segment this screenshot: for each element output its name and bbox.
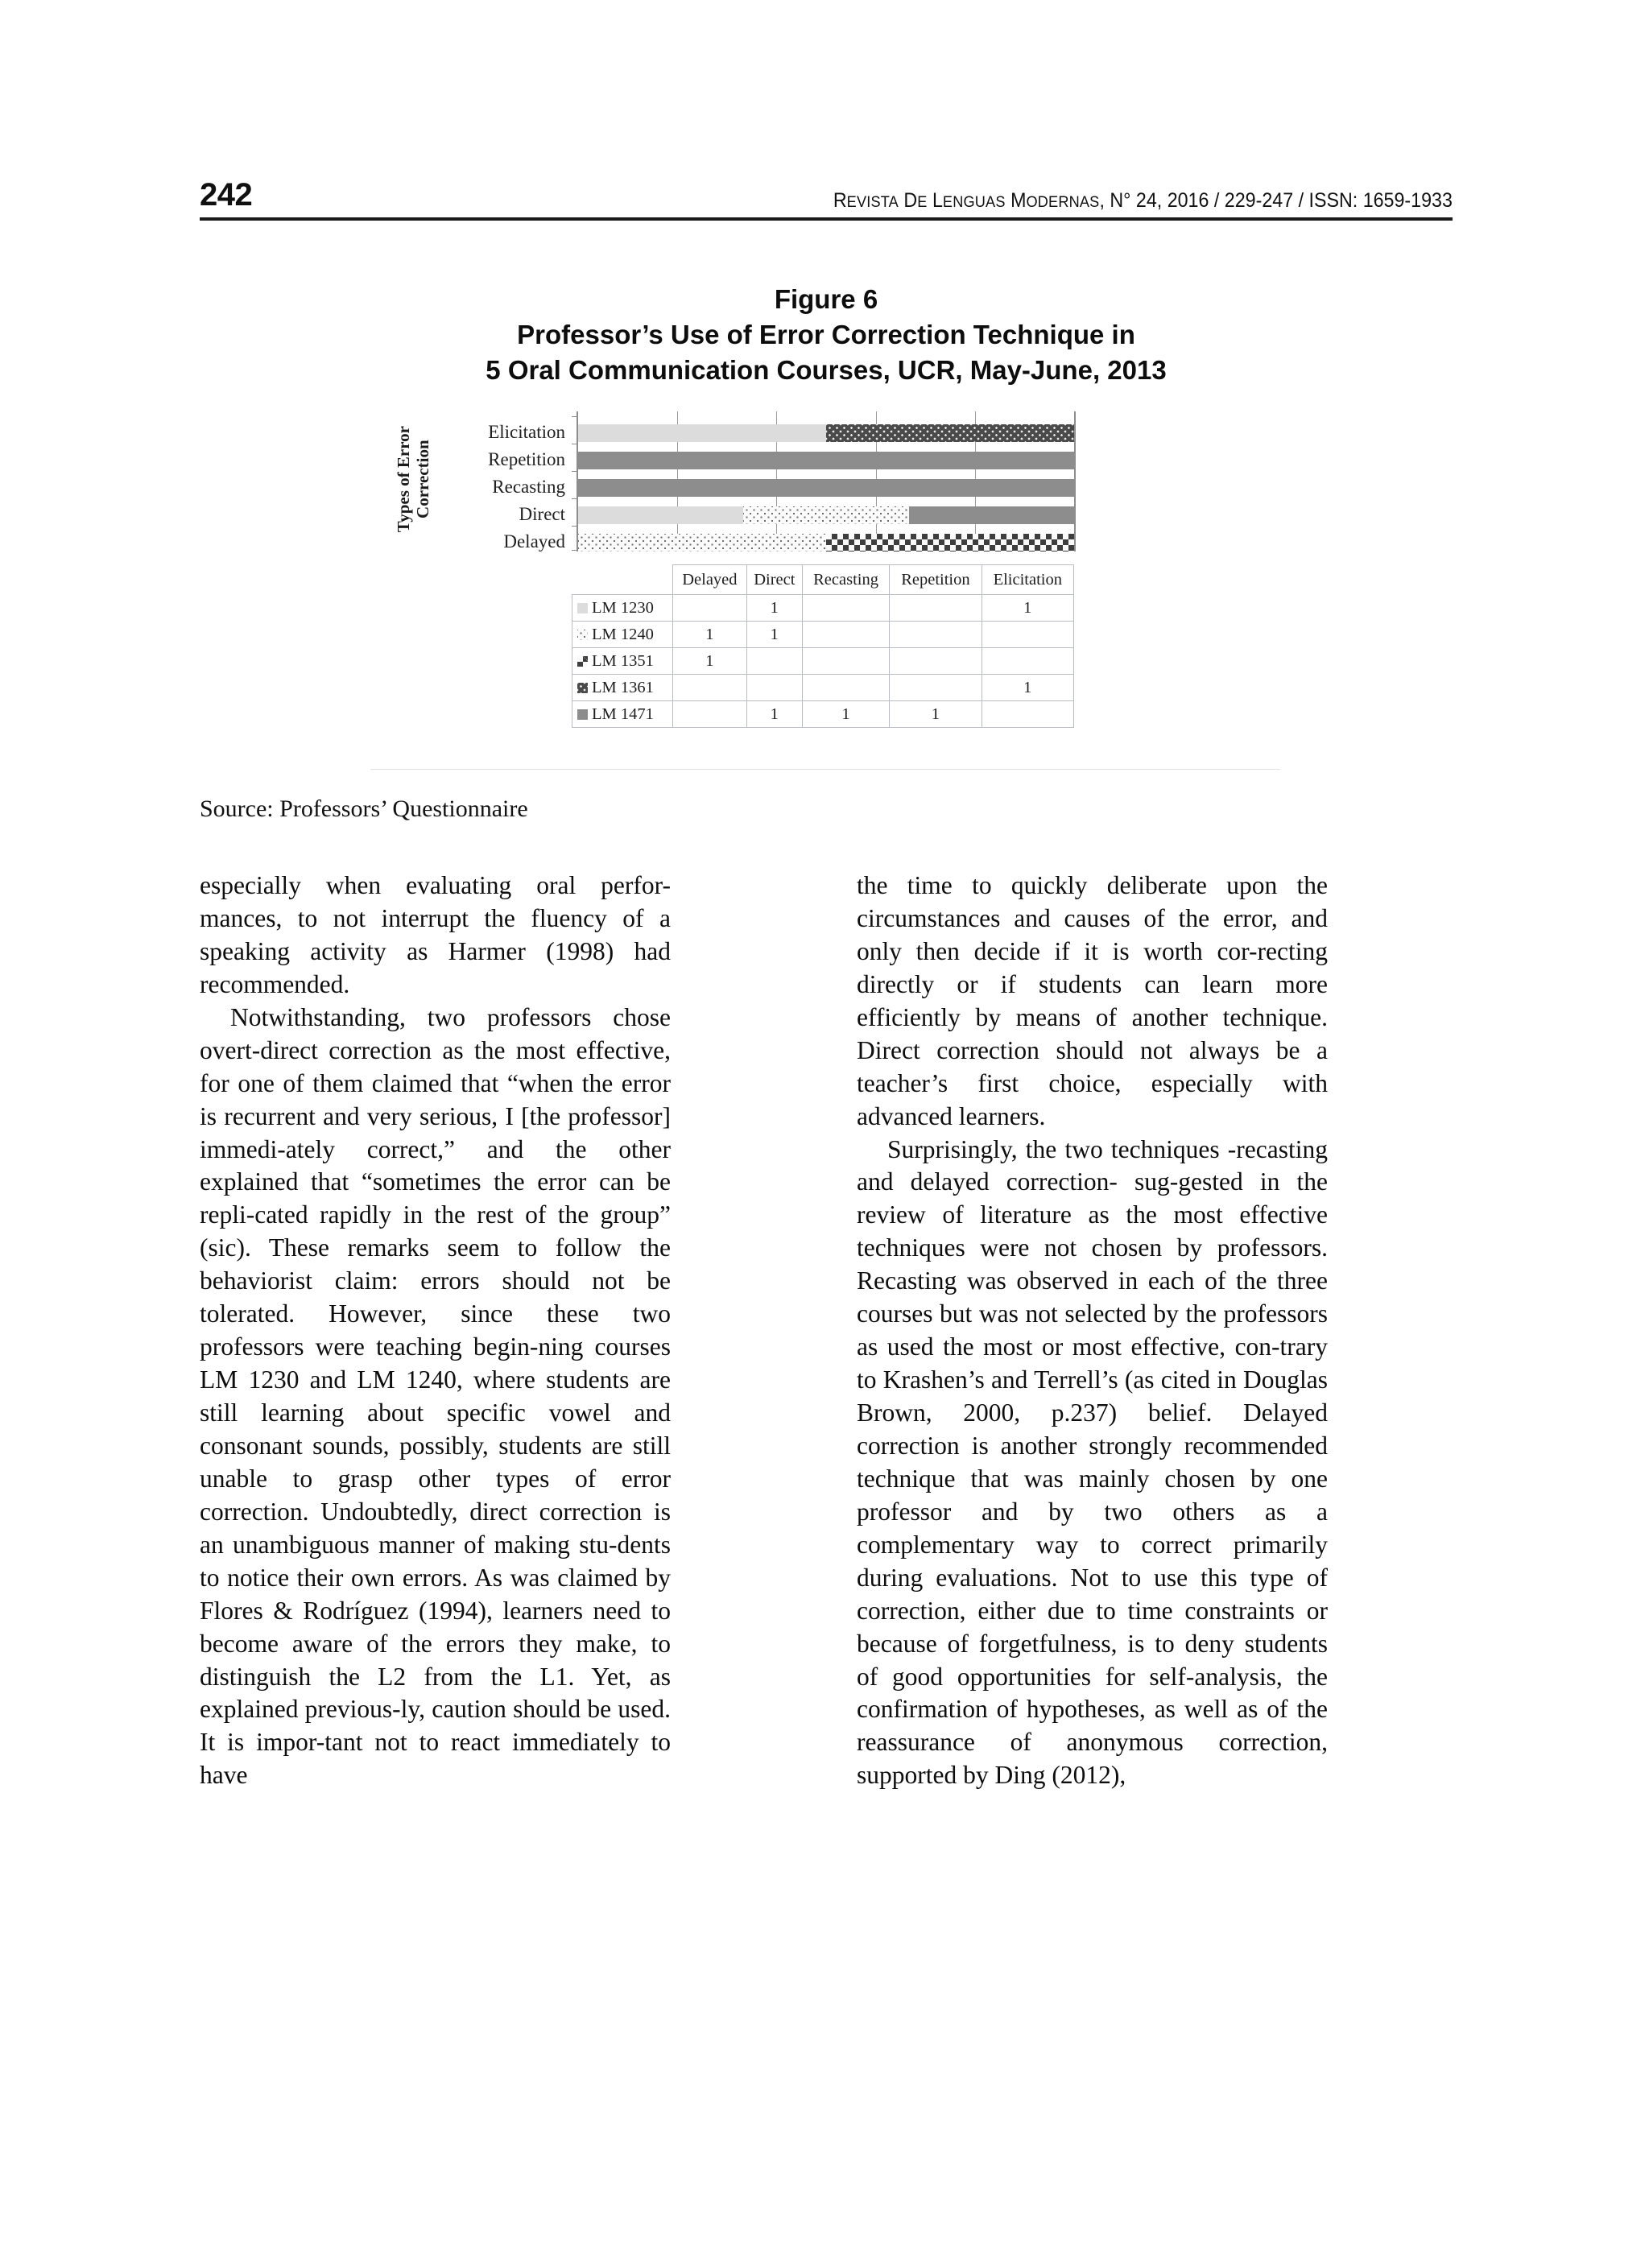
figure-6 <box>370 407 1280 761</box>
cell-lm1240-direct: 1 <box>746 622 802 648</box>
journal-issue-info: , N° 24, 2016 / 229-247 / ISSN: 1659-1933 <box>1099 189 1453 212</box>
journal-name-rest: EVISTA <box>846 193 899 211</box>
axis-tick-5 <box>572 526 578 527</box>
paragraph-left-1: especially when evaluating oral perfor-mances, to not interrupt the fluency of a speaking activity as Harmer (1998) had recommended. <box>200 871 671 998</box>
legend-label-lm1471: LM 1471 <box>592 704 654 723</box>
cell-lm1361-delayed <box>673 675 747 701</box>
figure-data-table <box>572 564 1074 728</box>
cell-lm1230-elicitation: 1 <box>982 595 1073 622</box>
legend-swatch-icon-lm1471 <box>577 709 588 720</box>
legend-row-lm1471 <box>572 701 673 728</box>
cell-lm1361-direct <box>746 675 802 701</box>
legend-swatch-icon-lm1230 <box>577 603 588 613</box>
bar-segment-direct-lm1240 <box>743 506 908 524</box>
bar-segment-delayed-lm1351 <box>826 534 1074 552</box>
cell-lm1361-elicitation: 1 <box>982 675 1073 701</box>
running-head <box>200 179 1453 211</box>
legend-label-lm1230: LM 1230 <box>592 598 654 617</box>
y-axis-category-labels <box>443 407 572 556</box>
axis-tick-6 <box>572 550 578 551</box>
cell-lm1230-recasting <box>802 595 889 622</box>
cell-lm1361-recasting <box>802 675 889 701</box>
journal-citation-line: REVISTA DE LENGUAS MODERNAS, N° 24, 2016 / 229-247 / ISSN: 1659-1933 <box>833 189 1453 212</box>
cell-lm1351-direct <box>746 648 802 675</box>
column-header-recasting: Recasting <box>802 565 889 595</box>
column-header-delayed: Delayed <box>673 565 747 595</box>
cell-lm1240-repetition <box>890 622 982 648</box>
journal-name-smallcaps: R <box>833 189 847 212</box>
column-header-elicitation: Elicitation <box>982 565 1073 595</box>
cell-lm1230-repetition <box>890 595 982 622</box>
axis-tick-1 <box>572 416 578 417</box>
paragraph-right-2: Surprisingly, the two techniques -recasting and delayed correction- sug-gested in the review of literature as the most effective techniques were not chosen by professors. Recasting was observed in each of the three courses but was not selected by the professors as used the most or most effective, con-trary to Krashen’s and Terrell’s (as cited in Douglas Brown, 2000, p.237) belief. Delayed correction is another strongly recommended technique that was mainly chosen by one professor and by two others as a complementary way to correct primarily during evaluations. Not to use this type of correction, either due to time constraints or because of forgetfulness, is to deny students of good opportunities for self-analysis, the confirmation of hypotheses, as well as of the reassurance of anonymous correction, supported by Ding (2012), <box>857 1134 1328 1790</box>
legend-row-lm1351 <box>572 648 673 675</box>
table-row <box>572 595 1074 622</box>
y-axis-title-line2: Correction <box>413 440 432 519</box>
cell-lm1471-direct: 1 <box>746 701 802 728</box>
bar-delayed <box>578 534 1074 552</box>
table-row <box>572 622 1074 648</box>
cell-lm1471-repetition: 1 <box>890 701 982 728</box>
cell-lm1471-recasting: 1 <box>802 701 889 728</box>
cell-lm1361-repetition <box>890 675 982 701</box>
bar-segment-repetition-lm1471 <box>578 452 1074 469</box>
table-row <box>572 675 1074 701</box>
legend-label-lm1361: LM 1361 <box>592 678 654 696</box>
page-number: 242 <box>200 177 253 213</box>
cat-label-delayed: Delayed <box>503 531 565 552</box>
figure-bottom-rule <box>370 769 1280 770</box>
axis-tick-3 <box>572 471 578 472</box>
header-rule <box>200 217 1453 221</box>
bar-direct <box>578 506 1074 524</box>
legend-label-lm1351: LM 1351 <box>592 651 654 670</box>
cell-lm1351-repetition <box>890 648 982 675</box>
bar-recasting <box>578 479 1074 497</box>
figure-title-line2: 5 Oral Communication Courses, UCR, May-June, 2013 <box>486 354 1167 385</box>
cat-label-repetition: Repetition <box>488 449 565 469</box>
table-header-row <box>572 565 1074 595</box>
cell-lm1240-elicitation <box>982 622 1073 648</box>
cell-lm1240-recasting <box>802 622 889 648</box>
paragraph-right-1: the time to quickly deliberate upon the circumstances and causes of the error, and only then decide if it is worth cor-recting directly or if students can learn more efficiently by means of another technique. Direct correction should not always be a teacher’s first choice, especially with advanced learners. <box>857 871 1328 1130</box>
cell-lm1230-delayed <box>673 595 747 622</box>
legend-swatch-icon-lm1361 <box>577 683 588 693</box>
cell-lm1351-recasting <box>802 648 889 675</box>
table-corner-cell <box>572 565 673 595</box>
legend-row-lm1240 <box>572 622 673 648</box>
journal-de: D <box>903 189 918 212</box>
bar-segment-direct-lm1471 <box>909 506 1074 524</box>
cat-label-recasting: Recasting <box>492 477 565 497</box>
journal-lenguas: L <box>932 189 944 212</box>
table-row <box>572 701 1074 728</box>
y-axis-title-line1: Types of Error <box>393 426 413 533</box>
legend-row-lm1361 <box>572 675 673 701</box>
bar-segment-elicitation-lm1361 <box>826 424 1074 442</box>
table-row <box>572 648 1074 675</box>
cat-label-elicitation: Elicitation <box>488 422 565 442</box>
bar-elicitation <box>578 424 1074 442</box>
bar-segment-recasting-lm1471 <box>578 479 1074 497</box>
cell-lm1351-delayed: 1 <box>673 648 747 675</box>
figure-title-line1: Professor’s Use of Error Correction Technique in <box>517 319 1135 349</box>
bar-repetition <box>578 452 1074 469</box>
plot-area <box>577 411 1076 552</box>
axis-tick-4 <box>572 498 578 499</box>
body-column-right <box>857 870 1328 1792</box>
figure-label: Figure 6 <box>774 284 878 314</box>
cell-lm1230-direct: 1 <box>746 595 802 622</box>
figure-title <box>200 282 1453 388</box>
legend-swatch-icon-lm1240 <box>577 630 588 640</box>
paragraph-left-2: Notwithstanding, two professors chose overt-direct correction as the most effective, for one of them claimed that “when the error is recurrent and very serious, I [the professor] immedi-ately correct,” and the other explained that “sometimes the error can be repli-cated rapidly in the rest of the group” (sic). These remarks seem to follow the behaviorist claim: errors should not be tolerated. However, since these two professors were teaching begin-ning courses LM 1230 and LM 1240, where students are still learning about specific vowel and consonant sounds, possibly, students are still unable to grasp other types of error correction. Undoubtedly, direct correction is an unambiguous manner of making stu-dents to notice their own errors. As was claimed by Flores & Rodríguez (1994), learners need to become aware of the errors they make, to distinguish the L2 from the L1. Yet, as explained previous-ly, caution should be used. It is impor-tant not to react immediately to have <box>200 1002 671 1790</box>
column-header-repetition: Repetition <box>890 565 982 595</box>
stacked-bar-chart <box>370 407 1280 556</box>
cell-lm1471-delayed <box>673 701 747 728</box>
cell-lm1240-delayed: 1 <box>673 622 747 648</box>
cell-lm1351-elicitation <box>982 648 1073 675</box>
cat-label-direct: Direct <box>519 504 565 524</box>
figure-source-note: Source: Professors’ Questionnaire <box>200 795 528 822</box>
body-column-left <box>200 870 671 1792</box>
journal-modernas: M <box>1010 189 1027 212</box>
legend-row-lm1230 <box>572 595 673 622</box>
bar-segment-direct-lm1230 <box>578 506 743 524</box>
bar-segment-elicitation-lm1230 <box>578 424 826 442</box>
bar-segment-delayed-lm1240 <box>578 534 826 552</box>
column-header-direct: Direct <box>746 565 802 595</box>
legend-swatch-icon-lm1351 <box>577 656 588 667</box>
legend-label-lm1240: LM 1240 <box>592 625 654 643</box>
cell-lm1471-elicitation <box>982 701 1073 728</box>
